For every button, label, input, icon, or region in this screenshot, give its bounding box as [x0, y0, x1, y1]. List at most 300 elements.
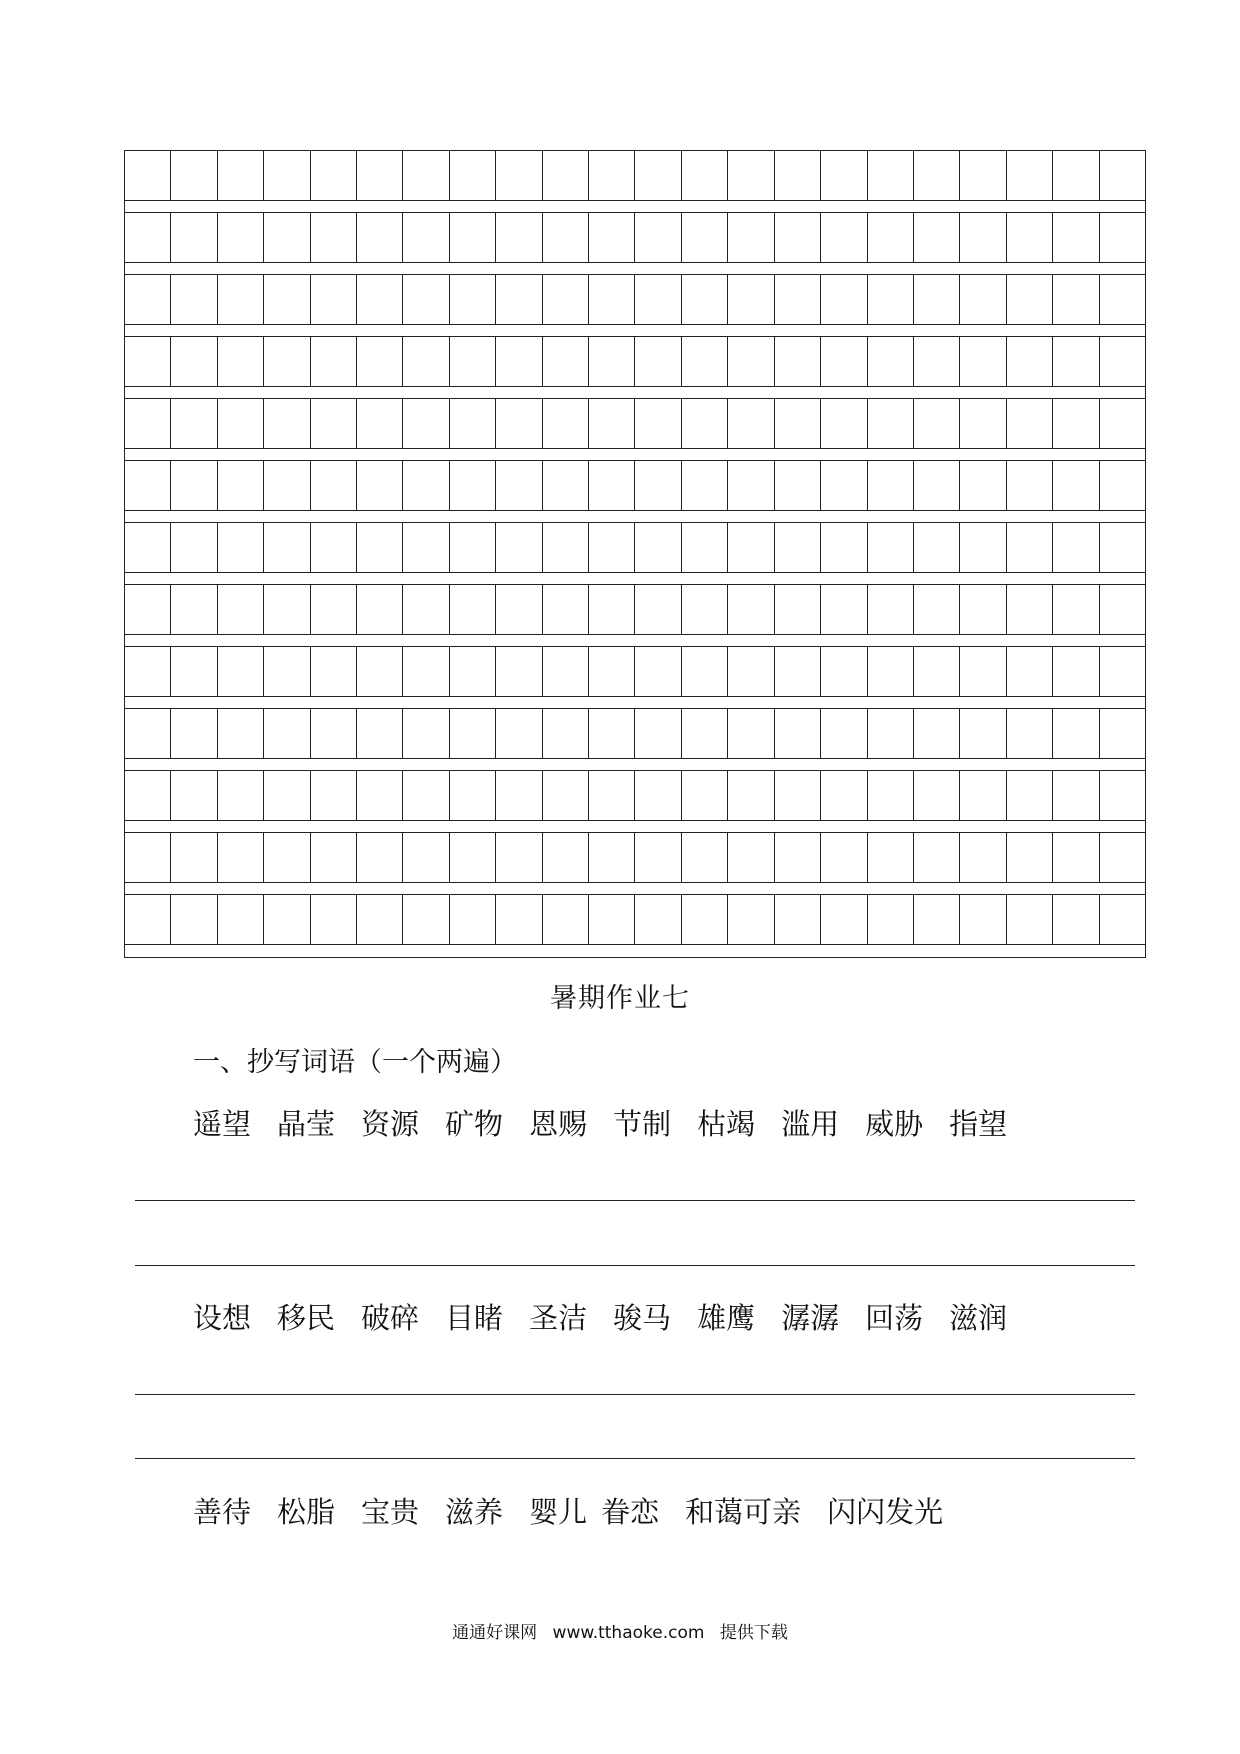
- grid-cell[interactable]: [821, 585, 867, 634]
- grid-cell[interactable]: [868, 399, 914, 448]
- grid-cell[interactable]: [171, 833, 217, 882]
- grid-cell[interactable]: [914, 151, 960, 200]
- grid-cell[interactable]: [264, 833, 310, 882]
- grid-cell[interactable]: [450, 709, 496, 758]
- grid-cell[interactable]: [450, 275, 496, 324]
- grid-cell[interactable]: [682, 771, 728, 820]
- grid-cell[interactable]: [496, 647, 542, 696]
- grid-cell[interactable]: [728, 275, 774, 324]
- grid-cell[interactable]: [450, 833, 496, 882]
- grid-cell[interactable]: [496, 399, 542, 448]
- grid-cell[interactable]: [868, 213, 914, 262]
- grid-cell[interactable]: [960, 275, 1006, 324]
- grid-cell[interactable]: [1053, 647, 1099, 696]
- grid-cell[interactable]: [821, 895, 867, 944]
- grid-cell[interactable]: [960, 895, 1006, 944]
- grid-cell[interactable]: [589, 399, 635, 448]
- grid-cell[interactable]: [635, 709, 681, 758]
- grid-cell[interactable]: [635, 771, 681, 820]
- grid-cell[interactable]: [775, 337, 821, 386]
- grid-row: [125, 213, 1145, 275]
- grid-cell[interactable]: [450, 461, 496, 510]
- writing-line[interactable]: [135, 1458, 1135, 1459]
- grid-cell[interactable]: [682, 337, 728, 386]
- grid-cell[interactable]: [1053, 895, 1099, 944]
- grid-cell[interactable]: [821, 461, 867, 510]
- grid-cell[interactable]: [775, 275, 821, 324]
- grid-cell[interactable]: [682, 399, 728, 448]
- grid-cell[interactable]: [496, 523, 542, 572]
- grid-cell[interactable]: [543, 151, 589, 200]
- grid-cell[interactable]: [171, 771, 217, 820]
- grid-cell[interactable]: [1007, 523, 1053, 572]
- grid-cell[interactable]: [775, 151, 821, 200]
- grid-cell[interactable]: [543, 337, 589, 386]
- grid-cell[interactable]: [589, 647, 635, 696]
- grid-cell[interactable]: [171, 523, 217, 572]
- grid-cell[interactable]: [171, 585, 217, 634]
- grid-cell[interactable]: [357, 895, 403, 944]
- grid-cell[interactable]: [821, 151, 867, 200]
- grid-cell[interactable]: [171, 151, 217, 200]
- grid-cell[interactable]: [914, 771, 960, 820]
- grid-cell[interactable]: [450, 585, 496, 634]
- grid-cell[interactable]: [775, 399, 821, 448]
- grid-cell[interactable]: [1100, 523, 1145, 572]
- grid-cell[interactable]: [125, 709, 171, 758]
- grid-cell[interactable]: [543, 771, 589, 820]
- grid-cell[interactable]: [543, 213, 589, 262]
- grid-cell[interactable]: [125, 337, 171, 386]
- grid-cell[interactable]: [821, 647, 867, 696]
- writing-line[interactable]: [135, 1394, 1135, 1395]
- grid-cell[interactable]: [403, 337, 449, 386]
- grid-cell[interactable]: [125, 523, 171, 572]
- grid-cell[interactable]: [775, 213, 821, 262]
- grid-cell[interactable]: [264, 771, 310, 820]
- grid-cell[interactable]: [218, 399, 264, 448]
- grid-cell[interactable]: [403, 151, 449, 200]
- grid-cell[interactable]: [496, 275, 542, 324]
- grid-cell[interactable]: [218, 585, 264, 634]
- grid-cell[interactable]: [1053, 151, 1099, 200]
- grid-cell[interactable]: [496, 585, 542, 634]
- grid-cell[interactable]: [543, 585, 589, 634]
- grid-cell[interactable]: [218, 895, 264, 944]
- word: 破碎: [361, 1301, 420, 1335]
- grid-cell[interactable]: [635, 275, 681, 324]
- grid-cell[interactable]: [914, 461, 960, 510]
- grid-cell[interactable]: [496, 151, 542, 200]
- grid-cell[interactable]: [728, 461, 774, 510]
- grid-cell[interactable]: [635, 895, 681, 944]
- grid-cell[interactable]: [403, 523, 449, 572]
- grid-cell[interactable]: [635, 337, 681, 386]
- grid-cell[interactable]: [1100, 337, 1145, 386]
- grid-cell[interactable]: [682, 895, 728, 944]
- grid-cell[interactable]: [775, 771, 821, 820]
- grid-cell[interactable]: [311, 151, 357, 200]
- grid-cell[interactable]: [635, 647, 681, 696]
- grid-cell[interactable]: [914, 895, 960, 944]
- grid-cell[interactable]: [543, 833, 589, 882]
- grid-cell[interactable]: [125, 585, 171, 634]
- grid-cell[interactable]: [218, 275, 264, 324]
- grid-cell[interactable]: [264, 709, 310, 758]
- grid-cell[interactable]: [357, 833, 403, 882]
- grid-cell[interactable]: [868, 337, 914, 386]
- grid-cell[interactable]: [635, 151, 681, 200]
- grid-cell[interactable]: [218, 337, 264, 386]
- grid-cell[interactable]: [218, 523, 264, 572]
- grid-cell[interactable]: [1053, 709, 1099, 758]
- grid-cell[interactable]: [914, 833, 960, 882]
- grid-cell[interactable]: [589, 833, 635, 882]
- grid-cell[interactable]: [357, 399, 403, 448]
- grid-cell[interactable]: [1100, 895, 1145, 944]
- grid-cell[interactable]: [311, 647, 357, 696]
- grid-cell[interactable]: [125, 461, 171, 510]
- grid-cell[interactable]: [543, 709, 589, 758]
- grid-cell[interactable]: [589, 213, 635, 262]
- grid-cell[interactable]: [589, 709, 635, 758]
- grid-cell[interactable]: [357, 337, 403, 386]
- grid-cell[interactable]: [496, 771, 542, 820]
- grid-cell[interactable]: [960, 151, 1006, 200]
- grid-cell[interactable]: [543, 399, 589, 448]
- grid-cell[interactable]: [589, 151, 635, 200]
- grid-cell[interactable]: [1100, 151, 1145, 200]
- grid-cell[interactable]: [821, 275, 867, 324]
- grid-cell[interactable]: [914, 213, 960, 262]
- grid-cell[interactable]: [403, 771, 449, 820]
- grid-cell[interactable]: [589, 895, 635, 944]
- grid-cell[interactable]: [311, 895, 357, 944]
- grid-cell[interactable]: [311, 585, 357, 634]
- grid-cell[interactable]: [357, 213, 403, 262]
- grid-cell[interactable]: [728, 895, 774, 944]
- grid-cell[interactable]: [914, 523, 960, 572]
- grid-cell[interactable]: [728, 337, 774, 386]
- grid-cell[interactable]: [960, 709, 1006, 758]
- grid-cell[interactable]: [171, 709, 217, 758]
- writing-line[interactable]: [135, 1200, 1135, 1201]
- grid-cell[interactable]: [311, 833, 357, 882]
- grid-cell[interactable]: [960, 833, 1006, 882]
- grid-cell[interactable]: [868, 895, 914, 944]
- grid-cell[interactable]: [403, 833, 449, 882]
- grid-cell[interactable]: [543, 895, 589, 944]
- grid-row: [125, 585, 1145, 647]
- grid-cell[interactable]: [357, 151, 403, 200]
- grid-cell[interactable]: [775, 585, 821, 634]
- grid-cell[interactable]: [960, 337, 1006, 386]
- grid-cell[interactable]: [1100, 833, 1145, 882]
- grid-cell[interactable]: [311, 709, 357, 758]
- grid-cell[interactable]: [728, 709, 774, 758]
- grid-cell[interactable]: [264, 647, 310, 696]
- grid-cell[interactable]: [264, 585, 310, 634]
- grid-cell[interactable]: [450, 771, 496, 820]
- grid-cell[interactable]: [311, 771, 357, 820]
- grid-cell[interactable]: [403, 399, 449, 448]
- grid-cell[interactable]: [868, 275, 914, 324]
- grid-cell[interactable]: [821, 771, 867, 820]
- grid-row: [125, 523, 1145, 585]
- grid-cell[interactable]: [403, 461, 449, 510]
- grid-cell[interactable]: [125, 151, 171, 200]
- grid-cell[interactable]: [960, 461, 1006, 510]
- grid-cell[interactable]: [450, 151, 496, 200]
- grid-cell[interactable]: [450, 647, 496, 696]
- grid-cell[interactable]: [960, 771, 1006, 820]
- grid-cell[interactable]: [821, 709, 867, 758]
- grid-cell[interactable]: [1053, 213, 1099, 262]
- grid-cell[interactable]: [1100, 771, 1145, 820]
- grid-row: [125, 151, 1145, 213]
- grid-cell[interactable]: [682, 585, 728, 634]
- grid-cell[interactable]: [450, 399, 496, 448]
- grid-cell[interactable]: [914, 275, 960, 324]
- grid-cell[interactable]: [775, 647, 821, 696]
- grid-cell[interactable]: [543, 461, 589, 510]
- grid-cell[interactable]: [403, 275, 449, 324]
- grid-cell[interactable]: [264, 337, 310, 386]
- grid-cell[interactable]: [868, 523, 914, 572]
- grid-cell[interactable]: [589, 585, 635, 634]
- word: 设想: [193, 1301, 252, 1335]
- grid-cell[interactable]: [728, 833, 774, 882]
- grid-cell[interactable]: [496, 709, 542, 758]
- grid-cell[interactable]: [868, 709, 914, 758]
- grid-cell[interactable]: [218, 213, 264, 262]
- grid-cell[interactable]: [775, 523, 821, 572]
- grid-cell[interactable]: [960, 213, 1006, 262]
- grid-cell[interactable]: [403, 709, 449, 758]
- word: 骏马: [613, 1301, 672, 1335]
- grid-cell[interactable]: [589, 771, 635, 820]
- grid-cell[interactable]: [1007, 833, 1053, 882]
- grid-cell[interactable]: [728, 399, 774, 448]
- grid-cell[interactable]: [1007, 647, 1053, 696]
- grid-cell[interactable]: [218, 709, 264, 758]
- grid-cell[interactable]: [1053, 771, 1099, 820]
- grid-cell[interactable]: [171, 895, 217, 944]
- grid-cell[interactable]: [171, 337, 217, 386]
- grid-cell[interactable]: [264, 151, 310, 200]
- grid-cell[interactable]: [914, 709, 960, 758]
- grid-cell[interactable]: [868, 833, 914, 882]
- grid-cell[interactable]: [171, 461, 217, 510]
- grid-cell[interactable]: [311, 337, 357, 386]
- grid-cell[interactable]: [821, 337, 867, 386]
- grid-cell[interactable]: [357, 771, 403, 820]
- grid-cell[interactable]: [775, 895, 821, 944]
- grid-cell[interactable]: [868, 771, 914, 820]
- grid-cell[interactable]: [311, 213, 357, 262]
- grid-cell[interactable]: [1100, 399, 1145, 448]
- grid-cell[interactable]: [496, 833, 542, 882]
- grid-cell[interactable]: [218, 771, 264, 820]
- grid-cell[interactable]: [960, 523, 1006, 572]
- grid-cell[interactable]: [403, 585, 449, 634]
- grid-cell[interactable]: [496, 461, 542, 510]
- grid-cell[interactable]: [125, 275, 171, 324]
- grid-cell[interactable]: [357, 709, 403, 758]
- grid-cell[interactable]: [1007, 895, 1053, 944]
- grid-cell[interactable]: [775, 709, 821, 758]
- grid-cell[interactable]: [589, 523, 635, 572]
- grid-cell[interactable]: [868, 461, 914, 510]
- grid-cell[interactable]: [357, 585, 403, 634]
- grid-cell[interactable]: [1053, 833, 1099, 882]
- grid-cell[interactable]: [635, 585, 681, 634]
- word: 节制: [613, 1107, 672, 1141]
- grid-cell[interactable]: [1053, 399, 1099, 448]
- grid-cell[interactable]: [1007, 461, 1053, 510]
- grid-cell[interactable]: [1007, 337, 1053, 386]
- grid-cell[interactable]: [821, 523, 867, 572]
- grid-cell[interactable]: [311, 461, 357, 510]
- grid-cell[interactable]: [264, 523, 310, 572]
- grid-cell[interactable]: [218, 461, 264, 510]
- grid-cell[interactable]: [171, 275, 217, 324]
- grid-cell[interactable]: [635, 213, 681, 262]
- grid-cell[interactable]: [775, 461, 821, 510]
- grid-cell[interactable]: [728, 151, 774, 200]
- grid-cell[interactable]: [914, 399, 960, 448]
- grid-cell[interactable]: [821, 833, 867, 882]
- grid-cell[interactable]: [218, 647, 264, 696]
- grid-cell[interactable]: [728, 523, 774, 572]
- grid-cell[interactable]: [264, 895, 310, 944]
- grid-cell[interactable]: [450, 213, 496, 262]
- grid-cell[interactable]: [1007, 399, 1053, 448]
- grid-cell[interactable]: [635, 461, 681, 510]
- grid-cell[interactable]: [496, 895, 542, 944]
- grid-cell[interactable]: [868, 585, 914, 634]
- grid-cell[interactable]: [1100, 275, 1145, 324]
- grid-cell[interactable]: [1100, 647, 1145, 696]
- grid-cell[interactable]: [125, 213, 171, 262]
- grid-cell[interactable]: [1100, 585, 1145, 634]
- grid-cell[interactable]: [682, 709, 728, 758]
- grid-cell[interactable]: [728, 213, 774, 262]
- grid-cell[interactable]: [682, 647, 728, 696]
- grid-cell[interactable]: [311, 523, 357, 572]
- grid-cell[interactable]: [682, 151, 728, 200]
- grid-cell[interactable]: [403, 647, 449, 696]
- grid-cell[interactable]: [264, 275, 310, 324]
- grid-cell[interactable]: [775, 833, 821, 882]
- grid-cell[interactable]: [1007, 585, 1053, 634]
- grid-cell[interactable]: [403, 895, 449, 944]
- grid-cell[interactable]: [264, 461, 310, 510]
- grid-cell[interactable]: [960, 585, 1006, 634]
- grid-cell[interactable]: [311, 275, 357, 324]
- grid-cell[interactable]: [125, 833, 171, 882]
- grid-cell[interactable]: [728, 585, 774, 634]
- grid-cell[interactable]: [543, 647, 589, 696]
- grid-cell[interactable]: [125, 895, 171, 944]
- word: 晶莹: [277, 1107, 336, 1141]
- grid-cell[interactable]: [589, 461, 635, 510]
- grid-cell[interactable]: [1007, 213, 1053, 262]
- grid-cell[interactable]: [496, 213, 542, 262]
- grid-cell[interactable]: [914, 337, 960, 386]
- grid-cell[interactable]: [171, 213, 217, 262]
- grid-cell[interactable]: [357, 523, 403, 572]
- grid-cell[interactable]: [171, 399, 217, 448]
- grid-cell[interactable]: [728, 771, 774, 820]
- grid-cell[interactable]: [264, 399, 310, 448]
- grid-cell[interactable]: [1007, 151, 1053, 200]
- grid-cell[interactable]: [589, 337, 635, 386]
- grid-cell[interactable]: [1053, 461, 1099, 510]
- grid-cell[interactable]: [682, 461, 728, 510]
- grid-cell[interactable]: [357, 647, 403, 696]
- grid-cell[interactable]: [1053, 337, 1099, 386]
- grid-cell[interactable]: [1100, 213, 1145, 262]
- grid-cell[interactable]: [1100, 709, 1145, 758]
- grid-cell[interactable]: [125, 399, 171, 448]
- grid-cell[interactable]: [914, 585, 960, 634]
- grid-cell[interactable]: [1007, 771, 1053, 820]
- grid-cell[interactable]: [1053, 585, 1099, 634]
- grid-cell[interactable]: [635, 523, 681, 572]
- grid-cell[interactable]: [868, 151, 914, 200]
- grid-cell[interactable]: [589, 275, 635, 324]
- grid-cell[interactable]: [264, 213, 310, 262]
- grid-cell[interactable]: [682, 213, 728, 262]
- grid-cell[interactable]: [357, 275, 403, 324]
- grid-cell[interactable]: [543, 523, 589, 572]
- grid-cell[interactable]: [821, 399, 867, 448]
- grid-cell[interactable]: [357, 461, 403, 510]
- grid-cell[interactable]: [682, 275, 728, 324]
- grid-cell[interactable]: [1007, 709, 1053, 758]
- grid-cell[interactable]: [1053, 523, 1099, 572]
- grid-cell[interactable]: [403, 213, 449, 262]
- grid-cell[interactable]: [1053, 275, 1099, 324]
- grid-cell[interactable]: [635, 833, 681, 882]
- grid-cell[interactable]: [125, 647, 171, 696]
- grid-cell[interactable]: [496, 337, 542, 386]
- grid-cell[interactable]: [450, 337, 496, 386]
- grid-cell[interactable]: [682, 523, 728, 572]
- grid-cell[interactable]: [1007, 275, 1053, 324]
- grid-cell[interactable]: [635, 399, 681, 448]
- grid-cell[interactable]: [914, 647, 960, 696]
- grid-cell[interactable]: [682, 833, 728, 882]
- grid-cell[interactable]: [868, 647, 914, 696]
- grid-cell[interactable]: [960, 647, 1006, 696]
- grid-cell[interactable]: [1100, 461, 1145, 510]
- grid-cell[interactable]: [171, 647, 217, 696]
- grid-cell[interactable]: [728, 647, 774, 696]
- grid-cell[interactable]: [125, 771, 171, 820]
- grid-cell[interactable]: [960, 399, 1006, 448]
- grid-cell[interactable]: [218, 833, 264, 882]
- grid-cell[interactable]: [821, 213, 867, 262]
- grid-cell[interactable]: [450, 895, 496, 944]
- grid-cell[interactable]: [543, 275, 589, 324]
- grid-cell[interactable]: [218, 151, 264, 200]
- footer-url[interactable]: www.tthaoke.com: [552, 1623, 705, 1643]
- grid-cell[interactable]: [450, 523, 496, 572]
- writing-line[interactable]: [135, 1265, 1135, 1266]
- grid-cell[interactable]: [311, 399, 357, 448]
